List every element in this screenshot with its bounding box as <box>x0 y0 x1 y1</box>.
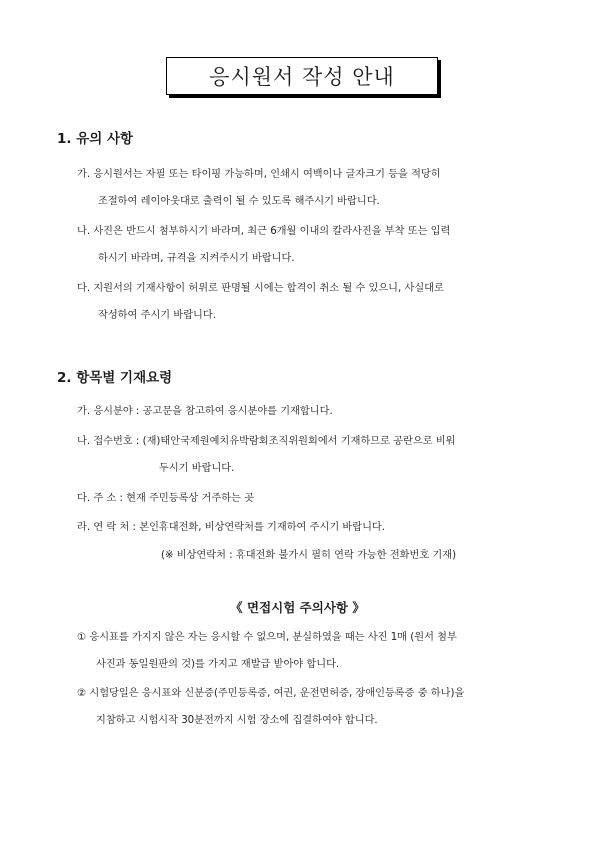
interview-note-1-line1: ① 응시표를 가지지 않은 자는 응시할 수 없으며, 분실하였을 때는 사진 1매 (원서 첨부 <box>77 632 457 643</box>
precaution-item-da-line2: 작성하여 주시기 바랍니다. <box>98 310 216 321</box>
interview-note-2-line1: ② 시험당일은 응시표와 신분증(주민등록증, 여권, 운전면허증, 장애인등록증 중 하나)을 <box>77 688 465 699</box>
guideline-item-address: 다. 주 소 : 현재 주민등록상 거주하는 곳 <box>77 493 254 504</box>
interview-note-1-line2: 사진과 동일원판의 것)를 가지고 재발급 받아야 합니다. <box>96 659 340 670</box>
guideline-item-field: 가. 응시분야 : 공고문을 참고하여 응시분야를 기재합니다. <box>77 406 333 417</box>
precaution-item-ga-line2: 조절하여 레이아웃대로 출력이 될 수 있도록 해주시기 바랍니다. <box>98 196 380 207</box>
precaution-item-na-line2: 하시기 바라며, 규격을 지켜주시기 바랍니다. <box>98 253 295 264</box>
section-heading-precautions: 1. 유의 사항 <box>57 131 134 147</box>
interview-notes-heading: 《 면접시험 주의사항 》 <box>230 600 365 615</box>
precaution-item-na-line1: 나. 사진은 반드시 첨부하시기 바라며, 최근 6개월 이내의 칼라사진을 부착 또는 입력 <box>77 226 451 237</box>
section-heading-guidelines: 2. 항목별 기재요령 <box>57 370 173 386</box>
page-title: 응시원서 작성 안내 <box>166 57 438 95</box>
interview-note-2-line2: 지참하고 시험시작 30분전까지 시험 장소에 집결하여야 합니다. <box>96 715 378 726</box>
guideline-item-receipt-line1: 나. 접수번호 : (재)태안국제원예치유박람회조직위원회에서 기재하므로 공란으로 비워 <box>77 436 456 447</box>
guideline-item-contact-line1: 라. 연 락 처 : 본인휴대전화, 비상연락처를 기재하여 주시기 바랍니다. <box>77 522 385 533</box>
precaution-item-ga-line1: 가. 응시원서는 자필 또는 타이핑 가능하며, 인쇄시 여백이나 글자크기 등을 적당히 <box>77 169 441 180</box>
guideline-item-receipt-line2: 두시기 바랍니다. <box>159 463 235 474</box>
guideline-item-contact-note: (※ 비상연락처 : 휴대전화 불가시 필히 연락 가능한 전화번호 기재) <box>161 550 457 561</box>
precaution-item-da-line1: 다. 지원서의 기재사항이 허위로 판명될 시에는 합격이 취소 될 수 있으니, 사실대로 <box>77 283 444 294</box>
